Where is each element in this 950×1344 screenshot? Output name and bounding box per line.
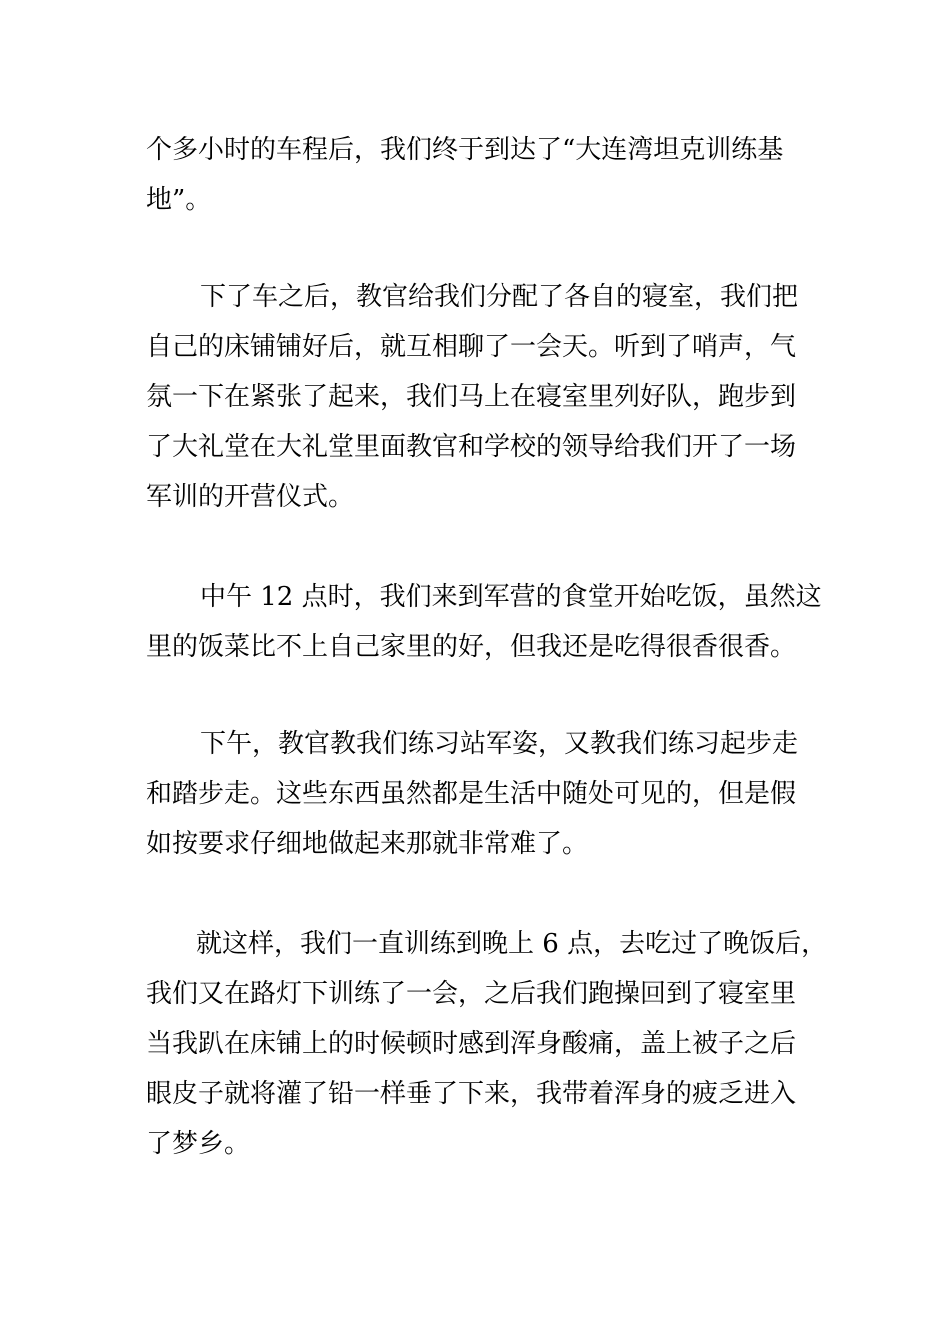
text-line: 就这样，我们一直训练到晚上 6 点，去吃过了晚饭后，	[196, 929, 828, 959]
text-line: 了梦乡。	[146, 1129, 251, 1159]
text-line: 中午 12 点时，我们来到军营的食堂开始吃饭，虽然这	[200, 582, 822, 612]
text-line: 如按要求仔细地做起来那就非常难了。	[146, 829, 589, 859]
text-line: 地”。	[146, 185, 212, 215]
text-line: 下午，教官教我们练习站军姿，又教我们练习起步走	[200, 729, 799, 759]
text-line: 个多小时的车程后，我们终于到达了“大连湾坦克训练基	[146, 135, 784, 165]
text-line: 氛一下在紧张了起来，我们马上在寝室里列好队，跑步到	[146, 382, 797, 412]
text-line: 下了车之后，教官给我们分配了各自的寝室，我们把	[200, 282, 799, 312]
text-line: 自己的床铺铺好后，就互相聊了一会天。听到了哨声，气	[146, 332, 797, 362]
text-line: 和踏步走。这些东西虽然都是生活中随处可见的，但是假	[146, 779, 797, 809]
text-line: 当我趴在床铺上的时候顿时感到浑身酸痛，盖上被子之后	[146, 1029, 797, 1059]
text-line: 里的饭菜比不上自己家里的好，但我还是吃得很香很香。	[146, 632, 797, 662]
text-line: 军训的开营仪式。	[146, 482, 355, 512]
text-line: 眼皮子就将灌了铅一样垂了下来，我带着浑身的疲乏进入	[146, 1079, 797, 1109]
text-line: 了大礼堂在大礼堂里面教官和学校的领导给我们开了一场	[146, 432, 797, 462]
text-line: 我们又在路灯下训练了一会，之后我们跑操回到了寝室里	[146, 979, 797, 1009]
